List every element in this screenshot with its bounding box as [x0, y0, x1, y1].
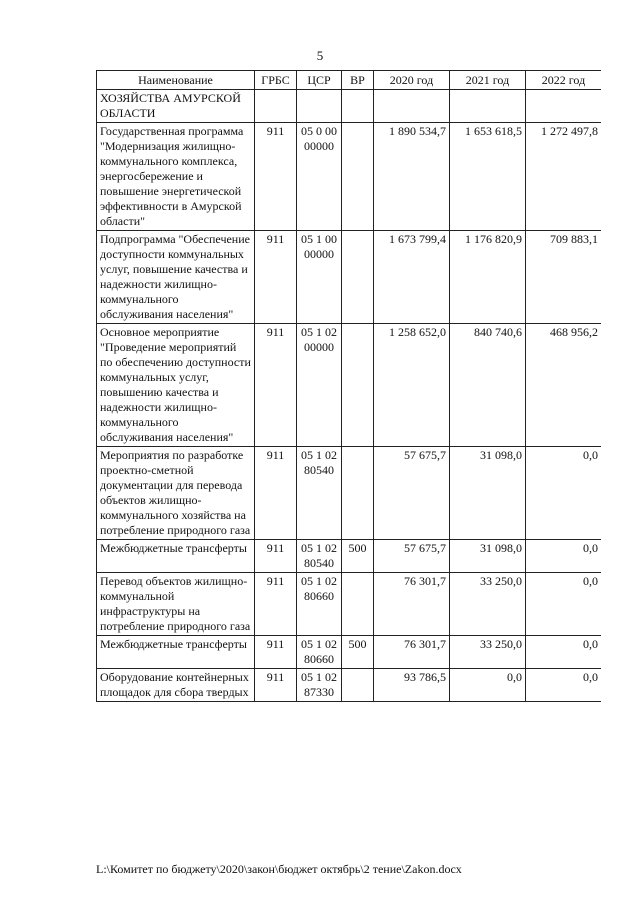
cell-2020: 1 673 799,4	[374, 231, 450, 324]
cell-2020: 76 301,7	[374, 636, 450, 669]
cell-name: ХОЗЯЙСТВА АМУРСКОЙ ОБЛАСТИ	[97, 90, 255, 123]
cell-2021: 33 250,0	[450, 636, 526, 669]
table-body	[97, 90, 602, 702]
cell-2021: 31 098,0	[450, 447, 526, 540]
cell-2021: 840 740,6	[450, 324, 526, 447]
table-row	[97, 636, 602, 669]
cell-vr	[342, 231, 374, 324]
table-header-row	[97, 71, 602, 90]
cell-vr	[342, 447, 374, 540]
table-row	[97, 447, 602, 540]
cell-name: Межбюджетные трансферты	[97, 540, 255, 573]
cell-2020: 1 258 652,0	[374, 324, 450, 447]
table-row	[97, 123, 602, 231]
cell-vr	[342, 123, 374, 231]
cell-2022: 0,0	[526, 573, 602, 636]
footer-file-path: L:\Комитет по бюджету\2020\закон\бюджет октябрь\2 тение\Zakon.docx	[96, 862, 462, 876]
cell-name: Оборудование контейнерных площадок для сбора твердых	[97, 669, 255, 702]
cell-vr	[342, 324, 374, 447]
cell-2022: 709 883,1	[526, 231, 602, 324]
header-2022: 2022 год	[526, 71, 602, 90]
cell-vr	[342, 90, 374, 123]
page-number: 5	[316, 48, 324, 63]
table-row	[97, 324, 602, 447]
cell-2020: 93 786,5	[374, 669, 450, 702]
table-row	[97, 90, 602, 123]
cell-grbs: 911	[255, 123, 297, 231]
cell-name: Государственная программа "Модернизация жилищно-коммунального комплекса, энергосбережение и повышение энергетической эффективности в Амурской области"	[97, 123, 255, 231]
cell-2022: 1 272 497,8	[526, 123, 602, 231]
cell-csr: 05 1 02 80540	[297, 540, 342, 573]
cell-2021: 31 098,0	[450, 540, 526, 573]
cell-2021: 33 250,0	[450, 573, 526, 636]
cell-grbs: 911	[255, 573, 297, 636]
cell-vr: 500	[342, 540, 374, 573]
header-csr: ЦСР	[297, 71, 342, 90]
cell-2021: 1 176 820,9	[450, 231, 526, 324]
budget-table-wrapper	[96, 70, 601, 850]
cell-csr: 05 0 00 00000	[297, 123, 342, 231]
cell-csr: 05 1 02 80540	[297, 447, 342, 540]
budget-table	[96, 70, 601, 702]
cell-grbs: 911	[255, 447, 297, 540]
cell-2021	[450, 90, 526, 123]
cell-2020	[374, 90, 450, 123]
cell-csr: 05 1 02 87330	[297, 669, 342, 702]
table-row	[97, 669, 602, 702]
table-row	[97, 573, 602, 636]
cell-2022: 0,0	[526, 540, 602, 573]
cell-vr	[342, 573, 374, 636]
cell-grbs: 911	[255, 669, 297, 702]
cell-csr: 05 1 02 80660	[297, 573, 342, 636]
cell-2022: 0,0	[526, 669, 602, 702]
cell-2022	[526, 90, 602, 123]
cell-2022: 0,0	[526, 636, 602, 669]
header-2020: 2020 год	[374, 71, 450, 90]
cell-name: Подпрограмма "Обеспечение доступности коммунальных услуг, повышение качества и надежности жилищно-коммунального обслуживания населения"	[97, 231, 255, 324]
table-row	[97, 231, 602, 324]
cell-csr: 05 1 02 00000	[297, 324, 342, 447]
cell-csr: 05 1 02 80660	[297, 636, 342, 669]
cell-2022: 0,0	[526, 447, 602, 540]
cell-name: Основное мероприятие "Проведение мероприятий по обеспечению доступности коммунальных услуг, повышению качества и надежности жилищно-коммунального обслуживания населения"	[97, 324, 255, 447]
cell-2020: 76 301,7	[374, 573, 450, 636]
header-grbs: ГРБС	[255, 71, 297, 90]
cell-2020: 57 675,7	[374, 540, 450, 573]
cell-vr	[342, 669, 374, 702]
cell-grbs: 911	[255, 636, 297, 669]
cell-2020: 1 890 534,7	[374, 123, 450, 231]
cell-2021: 1 653 618,5	[450, 123, 526, 231]
cell-grbs	[255, 90, 297, 123]
cell-vr: 500	[342, 636, 374, 669]
header-vr: ВР	[342, 71, 374, 90]
cell-2022: 468 956,2	[526, 324, 602, 447]
cell-2020: 57 675,7	[374, 447, 450, 540]
cell-name: Мероприятия по разработке проектно-сметной документации для перевода объектов жилищно-коммунального хозяйства на потребление природного газа	[97, 447, 255, 540]
cell-name: Межбюджетные трансферты	[97, 636, 255, 669]
cell-csr	[297, 90, 342, 123]
cell-2021: 0,0	[450, 669, 526, 702]
cell-grbs: 911	[255, 231, 297, 324]
table-row	[97, 540, 602, 573]
cell-csr: 05 1 00 00000	[297, 231, 342, 324]
cell-grbs: 911	[255, 540, 297, 573]
cell-name: Перевод объектов жилищно-коммунальной инфраструктуры на потребление природного газа	[97, 573, 255, 636]
header-name: Наименование	[97, 71, 255, 90]
header-2021: 2021 год	[450, 71, 526, 90]
cell-grbs: 911	[255, 324, 297, 447]
